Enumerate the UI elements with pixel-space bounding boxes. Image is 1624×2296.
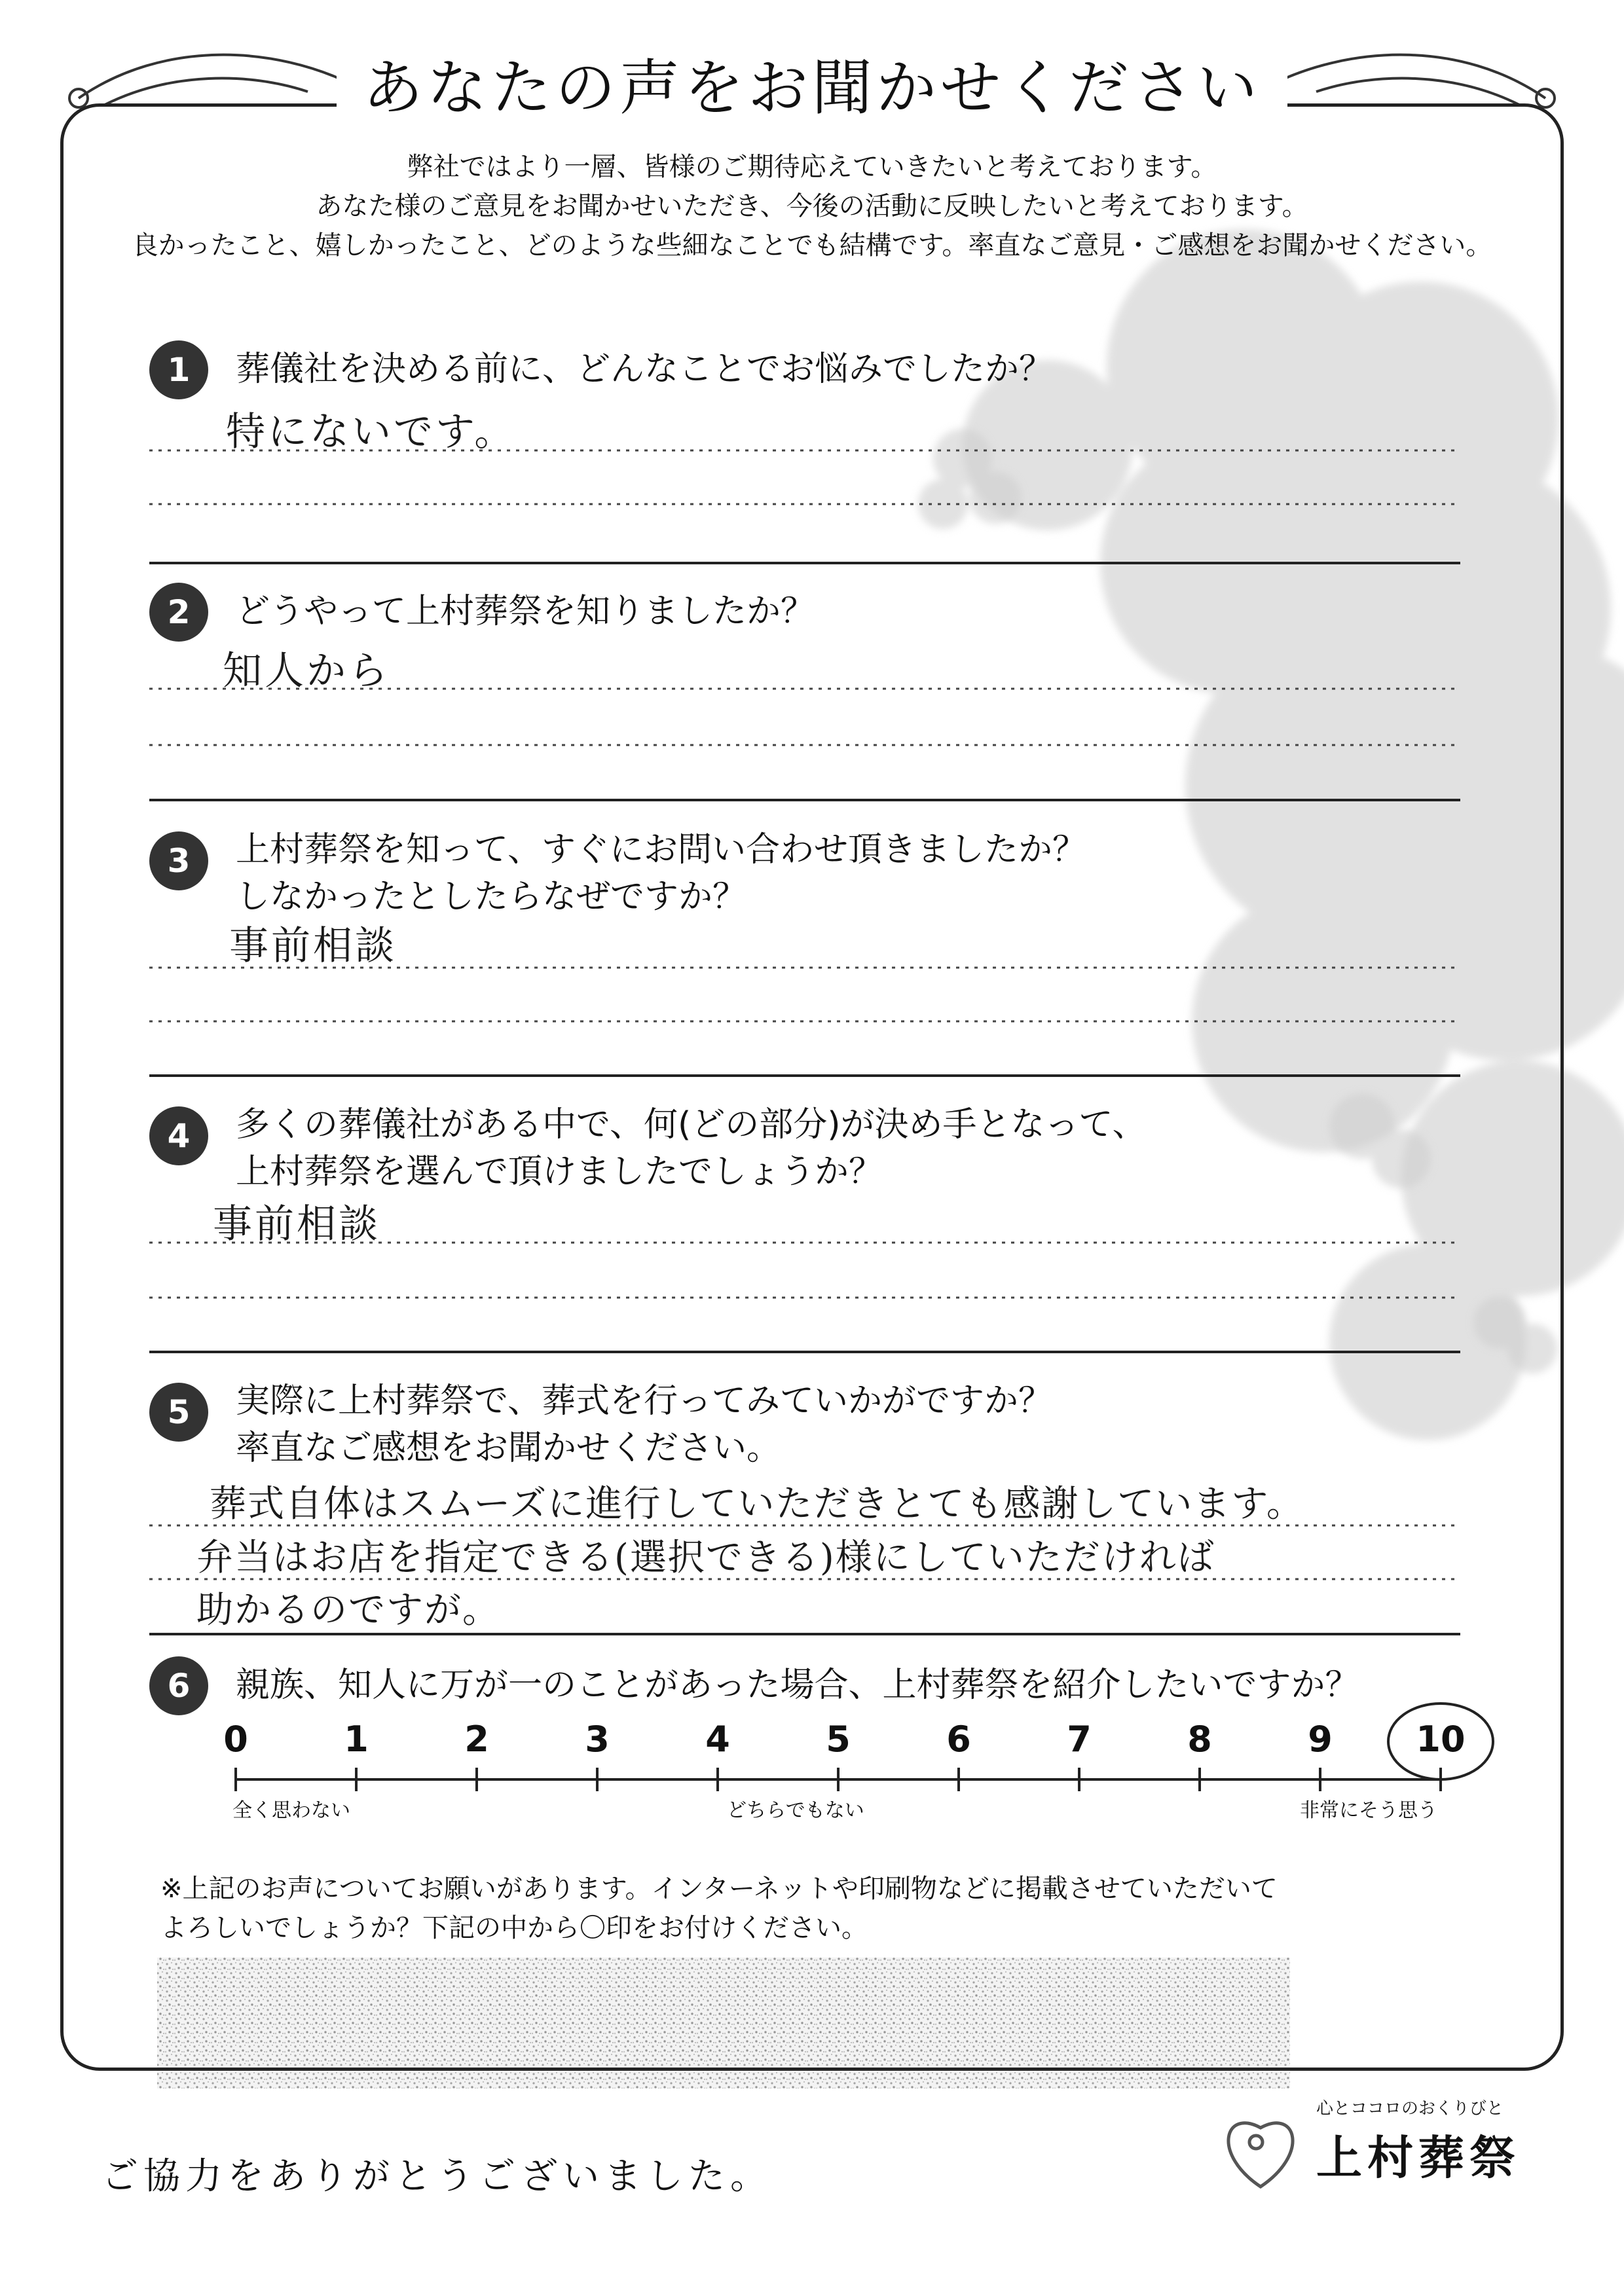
scale-number-6: 6 <box>946 1719 971 1760</box>
question-5-text-line1: 実際に上村葬祭で、葬式を行ってみていかがですか？ <box>236 1381 1052 1421</box>
question-4-text-line2: 上村葬祭を選んで頂けましたでしょうか？ <box>236 1152 883 1192</box>
scale-number-0: 0 <box>223 1719 248 1760</box>
question-number-2: 2 <box>149 583 208 642</box>
intro-line: あなた様のご意見をお聞かせいただき、今後の活動に反映したいと考えております。 <box>316 191 1308 221</box>
answer-3: 事前相談 <box>229 923 397 969</box>
question-number-4: 4 <box>149 1106 208 1165</box>
intro-line: 弊社ではより一層、皆様のご期待応えていきたいと考えております。 <box>407 152 1217 182</box>
scale-number-5: 5 <box>826 1719 851 1760</box>
scale-number-10: 10 <box>1416 1719 1466 1760</box>
thanks-message: ご協力をありがとうございました。 <box>101 2155 772 2198</box>
question-4-text-line1: 多くの葬儀社がある中で、何(どの部分)が決め手となって、 <box>236 1105 1147 1144</box>
answer-5-line3: 助かるのですが。 <box>196 1589 500 1631</box>
answer-2: 知人から <box>223 648 390 694</box>
scale-number-7: 7 <box>1067 1719 1092 1760</box>
scale-number-4: 4 <box>705 1719 730 1760</box>
question-3-text-line2: しなかったとしたらなぜですか？ <box>236 877 747 917</box>
scale-number-1: 1 <box>344 1719 369 1760</box>
form-frame <box>60 103 1564 2071</box>
question-2-text: どうやって上村葬祭を知りましたか？ <box>236 592 815 631</box>
question-5-text-line2: 率直なご感想をお聞かせください。 <box>236 1429 781 1468</box>
note-line: ※上記のお声についてお願いがあります。インターネットや印刷物などに掲載させていただいて <box>160 1874 1278 1904</box>
scale-label-low: 全く思わない <box>232 1799 350 1822</box>
logo-tagline: 心とココロのおくりびと <box>1316 2099 1504 2119</box>
note-line: よろしいでしょうか？下記の中から〇印をお付けください。 <box>160 1913 868 1943</box>
intro-line: 良かったこと、嬉しかったこと、どのような些細なことでも結構です。率直なご意見・ご感想をお聞かせください。 <box>132 230 1492 261</box>
question-number-3: 3 <box>149 831 208 890</box>
question-3-text-line1: 上村葬祭を知って、すぐにお問い合わせ頂きましたか？ <box>236 830 1086 869</box>
scale-number-8: 8 <box>1187 1719 1212 1760</box>
question-number-6: 6 <box>149 1656 208 1715</box>
scale-label-mid: どちらでもない <box>727 1799 864 1822</box>
scale-number-2: 2 <box>464 1719 489 1760</box>
answer-4: 事前相談 <box>213 1201 380 1247</box>
page-title: あなたの声をお聞かせください <box>0 39 1624 137</box>
question-number-5: 5 <box>149 1383 208 1442</box>
logo-name: 上村葬祭 <box>1316 2131 1521 2185</box>
question-number-1: 1 <box>149 340 208 399</box>
question-1-text: 葬儀社を決める前に、どんなことでお悩みでしたか？ <box>236 350 1054 389</box>
answer-5-line2: 弁当はお店を指定できる(選択できる)様にしていただければ <box>196 1537 1215 1579</box>
scale-number-9: 9 <box>1308 1719 1333 1760</box>
publication-note <box>160 1869 1278 1948</box>
intro-text <box>79 147 1545 265</box>
answer-5-line1: 葬式自体はスムーズに進行していただきとても感謝しています。 <box>210 1483 1304 1525</box>
question-6-text: 親族、知人に万が一のことがあった場合、上村葬祭を紹介したいですか？ <box>236 1666 1359 1705</box>
scale-label-high: 非常にそう思う <box>1300 1799 1437 1822</box>
logo-heart-icon <box>1228 2123 1293 2187</box>
scale-number-3: 3 <box>585 1719 610 1760</box>
answer-1: 特にないです。 <box>226 409 517 455</box>
